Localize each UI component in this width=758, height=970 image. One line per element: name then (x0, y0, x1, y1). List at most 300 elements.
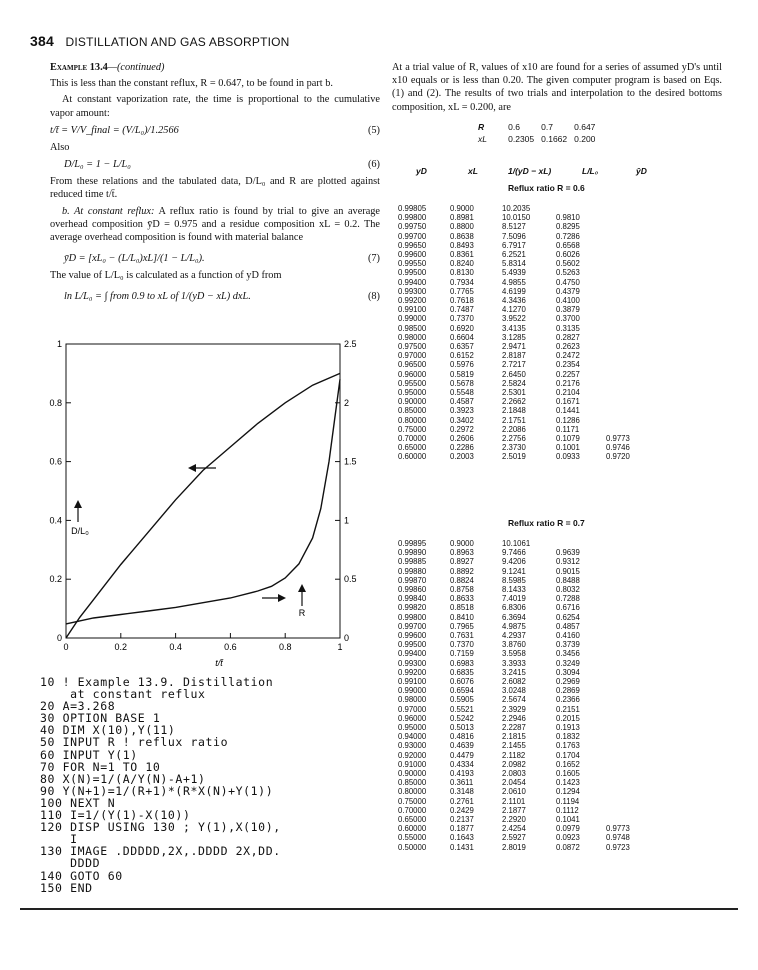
table-cell-LL0: 0.9015 (556, 566, 580, 576)
table-cell-yD: 0.99650 (398, 240, 427, 250)
table-cell-inv: 5.4939 (502, 268, 526, 278)
table-cell-yD: 0.93000 (398, 741, 427, 751)
table-cell-yD: 0.50000 (398, 842, 427, 852)
table-cell-xL: 0.8361 (450, 250, 474, 259)
table-cell-ybar: 0.9773 (606, 434, 630, 443)
equation-7-body: ȳD = [xL₀ − (L/L₀)xL]/(1 − L/L₀). (64, 253, 205, 265)
x-axis-label: t/t̄ (215, 658, 223, 668)
example-title: Example 13.4 (50, 62, 108, 73)
left-tick-label: 0.8 (49, 397, 62, 408)
trial-R-value: 0.7 (541, 122, 553, 132)
table-cell-LL0: 0.1079 (556, 434, 580, 443)
table-cell-xL: 0.8410 (450, 612, 474, 622)
table-cell-yD: 0.99600 (398, 631, 427, 640)
paragraph-4-body: A reflux ratio is found by trial to give an average overhead composition ȳD = 0.975 and a residue composition xL = 0.2. The average overhead composition is found with material balance (50, 205, 380, 243)
table-cell-inv: 4.9855 (502, 277, 526, 287)
table-cell-xL: 0.7370 (450, 640, 474, 650)
table-cell-LL0: 0.6716 (556, 603, 580, 613)
table-cell-LL0: 0.1286 (556, 415, 580, 425)
table-cell-LL0: 0.3094 (556, 667, 580, 677)
plot-frame (66, 344, 340, 638)
table-cell-yD: 0.99895 (398, 539, 427, 548)
table-cell-inv: 6.8306 (502, 603, 526, 613)
table-cell-ybar: 0.9720 (606, 452, 630, 462)
table-cell-xL: 0.8240 (450, 259, 474, 269)
table-cell-xL: 0.4816 (450, 732, 474, 742)
equation-8-number: (8) (367, 291, 380, 303)
series-line-D-over-L0 (66, 373, 340, 638)
x-tick-label: 0 (63, 642, 69, 652)
table-cell-LL0: 0.5263 (556, 268, 580, 278)
right-paragraph-1: At a trial value of R, values of x10 are found for a series of assumed yD's until x10 equals or is less than 0.20. The given computer program is based on Eqs. (1) and (2). The results of two trials and interpolation to the desired bottoms composition, xL = 0.200, are (392, 62, 722, 113)
running-title: DISTILLATION AND GAS ABSORPTION (65, 35, 290, 49)
table-cell-LL0: 0.6026 (556, 250, 580, 259)
table-cell-LL0: 0.4379 (556, 286, 580, 296)
table-cell-yD: 0.99500 (398, 268, 427, 278)
left-tick-label: 0.2 (49, 574, 62, 585)
table-cell-inv: 9.1241 (502, 566, 526, 576)
r-curve-arrowhead (278, 594, 286, 602)
example-continued: —(continued) (107, 62, 165, 73)
table-cell-LL0: 0.4750 (556, 277, 580, 287)
table-cell-ybar: 0.9773 (606, 824, 630, 834)
table-cell-xL: 0.5678 (450, 378, 474, 388)
table-cell-xL: 0.8638 (450, 231, 474, 241)
table-cell-xL: 0.6076 (450, 677, 474, 686)
code-line: 110 I=1/(Y(1)-X(10)) (40, 808, 191, 823)
trial-xL-label: xL (478, 134, 487, 144)
table-cell-inv: 4.3436 (502, 296, 526, 305)
table-cell-xL: 0.8981 (450, 213, 474, 223)
table-cell-xL: 0.8518 (450, 603, 474, 613)
table-cell-inv: 2.2920 (502, 815, 526, 824)
table-cell-yD: 0.99600 (398, 250, 427, 259)
table-cell-yD: 0.55000 (398, 833, 427, 843)
table-cell-LL0: 0.2969 (556, 677, 580, 686)
table-cell-inv: 2.5301 (502, 388, 526, 397)
table-cell-LL0: 0.2354 (556, 360, 580, 370)
table-cell-yD: 0.96000 (398, 369, 427, 379)
table-cell-yD: 0.99800 (398, 612, 427, 622)
also-text: Also (50, 141, 70, 153)
table-cell-yD: 0.99000 (398, 686, 427, 696)
table-cell-inv: 2.8019 (502, 842, 526, 852)
table-cell-inv: 9.7466 (502, 548, 526, 558)
table-cell-inv: 2.3730 (502, 443, 526, 453)
table-cell-inv: 2.1815 (502, 732, 526, 742)
table-cell-xL: 0.2137 (450, 815, 474, 824)
table-cell-xL: 0.5819 (450, 369, 474, 379)
table1-caption: Reflux ratio R = 0.6 (508, 183, 585, 193)
equation-5-number: (5) (367, 124, 380, 136)
right-axis-label: R (298, 608, 306, 618)
table-cell-yD: 0.99805 (398, 204, 427, 213)
table-cell-yD: 0.99000 (398, 314, 427, 324)
table-cell-yD: 0.65000 (398, 815, 427, 824)
table-cell-inv: 2.2086 (502, 424, 526, 434)
table-cell-xL: 0.2972 (450, 424, 474, 434)
table-cell-ybar: 0.9746 (606, 443, 630, 453)
table-cell-LL0: 0.2472 (556, 351, 580, 361)
table-cell-xL: 0.4479 (450, 750, 474, 760)
table-cell-inv: 2.1455 (502, 741, 526, 751)
table-cell-xL: 0.8927 (450, 557, 474, 567)
table2-caption: Reflux ratio R = 0.7 (508, 518, 585, 528)
table-cell-xL: 0.8963 (450, 548, 474, 558)
table-cell-xL: 0.6835 (450, 667, 474, 677)
table-cell-inv: 2.6082 (502, 677, 526, 686)
table-cell-inv: 2.5674 (502, 695, 526, 705)
table-cell-yD: 0.99885 (398, 557, 427, 567)
table-cell-inv: 3.9522 (502, 314, 526, 324)
table-cell-yD: 0.70000 (398, 434, 427, 443)
code-line: at constant reflux (40, 687, 206, 702)
table-cell-yD: 0.98500 (398, 323, 427, 333)
table-cell-inv: 2.6450 (502, 369, 526, 379)
table-cell-inv: 2.2756 (502, 434, 526, 443)
left-axis-label: D/L₀ (71, 526, 89, 536)
table-cell-inv: 8.1433 (502, 585, 526, 594)
table-cell-inv: 2.1877 (502, 805, 526, 815)
table-cell-LL0: 0.2623 (556, 342, 580, 351)
table-cell-xL: 0.2003 (450, 452, 474, 462)
table-cell-LL0: 0.0979 (556, 824, 580, 834)
code-line: 90 Y(N+1)=1/(R+1)*(R*X(N)+Y(1)) (40, 783, 274, 798)
x-tick-label: 1 (337, 642, 343, 652)
table-cell-yD: 0.97500 (398, 342, 427, 351)
table-cell-yD: 0.99890 (398, 548, 427, 558)
table-cell-xL: 0.1877 (450, 824, 474, 834)
table-cell-LL0: 0.2104 (556, 388, 580, 397)
table-cell-LL0: 0.7288 (556, 594, 580, 604)
right-tick-label: 0 (344, 633, 350, 643)
right-tick-label: 2.5 (344, 339, 357, 349)
table-cell-LL0: 0.9312 (556, 557, 580, 567)
table-cell-LL0: 0.1763 (556, 741, 580, 751)
table-cell-LL0: 0.4160 (556, 631, 580, 640)
code-line: 140 GOTO 60 (40, 868, 123, 883)
table-cell-inv: 3.2415 (502, 667, 526, 677)
table-cell-xL: 0.7965 (450, 621, 474, 631)
equation-8-body: ln L/L₀ = ∫ from 0.9 to xL of 1/(yD − xL) dxL. (64, 291, 251, 303)
table-cell-LL0: 0.3456 (556, 649, 580, 659)
table-cell-xL: 0.5013 (450, 723, 474, 732)
trial-R-label: R (478, 122, 485, 132)
table-cell-yD: 0.99840 (398, 594, 427, 604)
table-cell-LL0: 0.1294 (556, 787, 580, 797)
table-cell-inv: 2.5927 (502, 833, 526, 843)
table-cell-LL0: 0.2366 (556, 695, 580, 705)
table-cell-xL: 0.2286 (450, 443, 474, 453)
table-cell-inv: 2.3929 (502, 704, 526, 714)
table-cell-xL: 0.8130 (450, 268, 474, 278)
table-cell-xL: 0.7370 (450, 314, 474, 324)
equation-6-number: (6) (367, 159, 380, 171)
table-cell-inv: 4.9875 (502, 621, 526, 631)
table-cell-inv: 3.8760 (502, 640, 526, 650)
table-reflux-0-7 (398, 539, 738, 859)
left-axis-arrowhead (74, 500, 82, 508)
table-cell-LL0: 0.9639 (556, 548, 580, 558)
trial-xL-value: 0.2305 (508, 134, 535, 144)
table-cell-xL: 0.7765 (450, 286, 474, 296)
table-cell-LL0: 0.1171 (556, 424, 580, 434)
basic-program-listing (40, 676, 281, 894)
table-cell-yD: 0.99100 (398, 677, 427, 686)
equation-5-body: t/t̄ = V/V_final = (V/L₀)/1.2566 (50, 124, 179, 136)
x-tick-label: 0.4 (169, 642, 182, 652)
table-cell-inv: 2.5019 (502, 452, 526, 462)
table-cell-yD: 0.60000 (398, 452, 427, 462)
table-cell-LL0: 0.2869 (556, 686, 580, 696)
equation-7 (50, 252, 380, 265)
table-cell-LL0: 0.5602 (556, 259, 580, 269)
code-line: 100 NEXT N (40, 795, 116, 810)
table-cell-LL0: 0.1704 (556, 750, 580, 760)
code-line: 10 ! Example 13.9. Distillation (40, 675, 274, 689)
table-cell-yD: 0.92000 (398, 750, 427, 760)
trial-row-R (478, 122, 600, 132)
header-xL: xL (468, 166, 478, 176)
table-cell-LL0: 0.1832 (556, 732, 580, 742)
table-cell-xL: 0.5521 (450, 704, 474, 714)
right-tick-label: 2 (344, 397, 350, 408)
table-cell-inv: 8.5127 (502, 222, 526, 232)
table-cell-LL0: 0.8488 (556, 575, 580, 585)
table-cell-yD: 0.99750 (398, 222, 427, 232)
equation-8 (50, 290, 380, 303)
table-cell-inv: 8.5985 (502, 575, 526, 585)
table-cell-xL: 0.5242 (450, 713, 474, 723)
x-tick-label: 0.6 (224, 642, 237, 652)
table-cell-inv: 10.2035 (502, 204, 531, 213)
code-line: 150 END (40, 880, 93, 895)
table-cell-yD: 0.75000 (398, 424, 427, 434)
trial-row-xL (478, 134, 600, 144)
trial-R-value: 0.6 (508, 122, 520, 132)
table-cell-LL0: 0.1112 (556, 805, 579, 815)
table-cell-inv: 2.0454 (502, 778, 526, 788)
table-cell-yD: 0.94000 (398, 732, 427, 742)
code-line: 60 INPUT Y(1) (40, 747, 138, 762)
code-line: 80 X(N)=1/(A/Y(N)-A+1) (40, 771, 206, 786)
table-cell-xL: 0.7631 (450, 631, 474, 640)
table-cell-inv: 3.0248 (502, 686, 526, 696)
table-cell-yD: 0.99860 (398, 585, 427, 594)
table-cell-xL: 0.8800 (450, 222, 474, 232)
paragraph-5: The value of L/L₀ is calculated as a function of yD from (50, 270, 282, 282)
table-cell-xL: 0.4639 (450, 741, 474, 751)
table-cell-inv: 6.3694 (502, 612, 526, 622)
example-heading (50, 61, 380, 74)
table-cell-LL0: 0.1605 (556, 769, 580, 778)
table-cell-yD: 0.99100 (398, 305, 427, 315)
table-cell-LL0: 0.8032 (556, 585, 580, 594)
table-cell-yD: 0.95500 (398, 378, 427, 388)
table-cell-xL: 0.9000 (450, 539, 474, 548)
table-cell-xL: 0.7159 (450, 649, 474, 659)
paragraph-1: This is less than the constant reflux, R = 0.647, to be found in part b. (50, 78, 333, 90)
table-cell-inv: 5.8314 (502, 259, 526, 269)
table-cell-yD: 0.85000 (398, 406, 427, 416)
table-cell-LL0: 0.1441 (556, 406, 580, 416)
code-line: 70 FOR N=1 TO 10 (40, 759, 161, 774)
table-cell-yD: 0.97000 (398, 704, 427, 714)
left-tick-label: 0.4 (49, 515, 62, 526)
equation-6 (50, 158, 380, 171)
table-cell-inv: 4.1270 (502, 305, 526, 315)
header-L-over-L0: L/L₀ (582, 166, 599, 176)
paragraph-4 (50, 205, 380, 245)
table-cell-inv: 2.2946 (502, 713, 526, 723)
table-cell-inv: 9.4206 (502, 557, 526, 567)
table-cell-yD: 0.99880 (398, 566, 427, 576)
table-cell-LL0: 0.4100 (556, 296, 580, 305)
table-cell-yD: 0.96000 (398, 713, 427, 723)
table-cell-inv: 2.1848 (502, 406, 526, 416)
table-cell-xL: 0.6920 (450, 323, 474, 333)
page-number: 384 (30, 33, 54, 49)
table-cell-yD: 0.99820 (398, 603, 427, 613)
table-cell-inv: 10.1061 (502, 539, 531, 548)
code-line: 130 IMAGE .DDDDD,2X,.DDDD 2X,DD. (40, 844, 281, 859)
header-ybar-D: ȳD (636, 166, 647, 176)
table-cell-xL: 0.8824 (450, 575, 474, 585)
table-cell-ybar: 0.9748 (606, 833, 630, 843)
table-cell-xL: 0.4587 (450, 397, 474, 407)
table-cell-inv: 2.0610 (502, 787, 526, 797)
table-cell-LL0: 0.2257 (556, 369, 580, 379)
table-cell-xL: 0.6983 (450, 658, 474, 668)
equation-7-number: (7) (367, 253, 380, 265)
table-cell-yD: 0.85000 (398, 778, 427, 788)
table-cell-LL0: 0.1671 (556, 397, 580, 407)
table-cell-xL: 0.9000 (450, 204, 474, 213)
table-cell-LL0: 0.3879 (556, 305, 580, 315)
table-cell-yD: 0.99200 (398, 667, 427, 677)
table-cell-LL0: 0.6254 (556, 612, 580, 622)
table-cell-yD: 0.95000 (398, 723, 427, 732)
right-tick-label: 0.5 (344, 574, 357, 585)
table-cell-yD: 0.99700 (398, 231, 427, 241)
trial-xL-value: 0.1662 (541, 134, 568, 144)
trial-summary-table (476, 120, 602, 146)
table-cell-yD: 0.91000 (398, 759, 427, 769)
table-cell-inv: 2.1751 (502, 415, 526, 425)
table-cell-yD: 0.96500 (398, 360, 427, 370)
table-cell-LL0: 0.1001 (556, 443, 580, 453)
table-cell-LL0: 0.1041 (556, 815, 580, 824)
table-cell-LL0: 0.0872 (556, 842, 580, 852)
right-tick-label: 1 (344, 515, 350, 526)
table-cell-xL: 0.7487 (450, 305, 474, 315)
left-tick-label: 0 (56, 633, 62, 643)
table-cell-xL: 0.6357 (450, 342, 474, 351)
table-cell-yD: 0.97000 (398, 351, 427, 361)
dl0-curve-arrowhead (188, 464, 196, 472)
table-cell-LL0: 0.2176 (556, 378, 580, 388)
table-cell-yD: 0.99300 (398, 658, 427, 668)
table-cell-inv: 2.1101 (502, 796, 526, 806)
table-cell-yD: 0.75000 (398, 796, 427, 806)
table-cell-LL0: 0.1194 (556, 796, 580, 806)
table-cell-inv: 2.5824 (502, 378, 526, 388)
equation-6-body: D/L₀ = 1 − L/L₀ (64, 159, 131, 171)
table-cell-xL: 0.5548 (450, 388, 474, 397)
table-cell-xL: 0.8758 (450, 585, 474, 594)
table-cell-inv: 3.5958 (502, 649, 526, 659)
code-line: 50 INPUT R ! reflux ratio (40, 735, 229, 750)
table-cell-inv: 2.8187 (502, 351, 526, 361)
table-cell-LL0: 0.9810 (556, 213, 580, 223)
table-cell-xL: 0.2761 (450, 796, 474, 806)
table-cell-LL0: 0.2015 (556, 713, 580, 723)
table-cell-inv: 10.0150 (502, 213, 531, 223)
table-cell-LL0: 0.6568 (556, 240, 580, 250)
table-cell-inv: 2.9471 (502, 342, 526, 351)
table-cell-xL: 0.3402 (450, 415, 474, 425)
x-tick-label: 0.8 (278, 642, 292, 652)
table-cell-yD: 0.99870 (398, 575, 427, 585)
table-cell-xL: 0.6152 (450, 351, 474, 361)
part-b-heading: b. At constant reflux: (62, 205, 155, 217)
equation-5 (50, 124, 380, 137)
table-cell-yD: 0.99550 (398, 259, 427, 269)
table-cell-yD: 0.95000 (398, 388, 427, 397)
header-inverse: 1/(yD − xL) (508, 166, 552, 176)
table-cell-LL0: 0.7286 (556, 231, 580, 241)
table-cell-xL: 0.1643 (450, 833, 474, 843)
table-cell-xL: 0.8892 (450, 566, 474, 576)
table-cell-yD: 0.98000 (398, 332, 427, 342)
table-cell-xL: 0.7618 (450, 296, 474, 305)
table-cell-yD: 0.99200 (398, 296, 427, 305)
table-cell-xL: 0.6594 (450, 686, 474, 696)
table-cell-yD: 0.60000 (398, 824, 427, 834)
table-cell-xL: 0.3611 (450, 778, 474, 788)
table-cell-yD: 0.65000 (398, 443, 427, 453)
code-line: I (40, 832, 78, 847)
trial-R-value: 0.647 (574, 122, 596, 132)
code-line: 20 A=3.268 (40, 699, 116, 714)
table-cell-xL: 0.7934 (450, 277, 474, 287)
table-cell-inv: 7.5096 (502, 231, 526, 241)
trial-xL-value: 0.200 (574, 134, 596, 144)
table-reflux-0-6 (398, 204, 738, 474)
table-cell-xL: 0.1431 (450, 842, 474, 852)
left-tick-label: 1 (56, 339, 62, 349)
table-cell-inv: 7.4019 (502, 594, 526, 604)
series-line-R (66, 379, 340, 624)
table-cell-xL: 0.8493 (450, 240, 474, 250)
table-cell-yD: 0.99400 (398, 649, 427, 659)
table-cell-yD: 0.99300 (398, 286, 427, 296)
table-cell-xL: 0.6604 (450, 332, 474, 342)
table-cell-inv: 2.2662 (502, 397, 526, 407)
table-cell-inv: 2.4254 (502, 824, 526, 834)
table-cell-yD: 0.80000 (398, 787, 427, 797)
code-line: 30 OPTION BASE 1 (40, 711, 161, 726)
table-cell-yD: 0.99500 (398, 640, 427, 650)
x-tick-label: 0.2 (114, 642, 128, 652)
table-cell-inv: 2.2287 (502, 723, 526, 732)
table-cell-inv: 4.2937 (502, 631, 526, 640)
left-tick-label: 0.6 (49, 456, 62, 467)
reflux-time-chart (40, 338, 370, 668)
table-cell-LL0: 0.0923 (556, 833, 580, 843)
table-cell-LL0: 0.2827 (556, 332, 580, 342)
table-cell-xL: 0.4334 (450, 759, 474, 769)
